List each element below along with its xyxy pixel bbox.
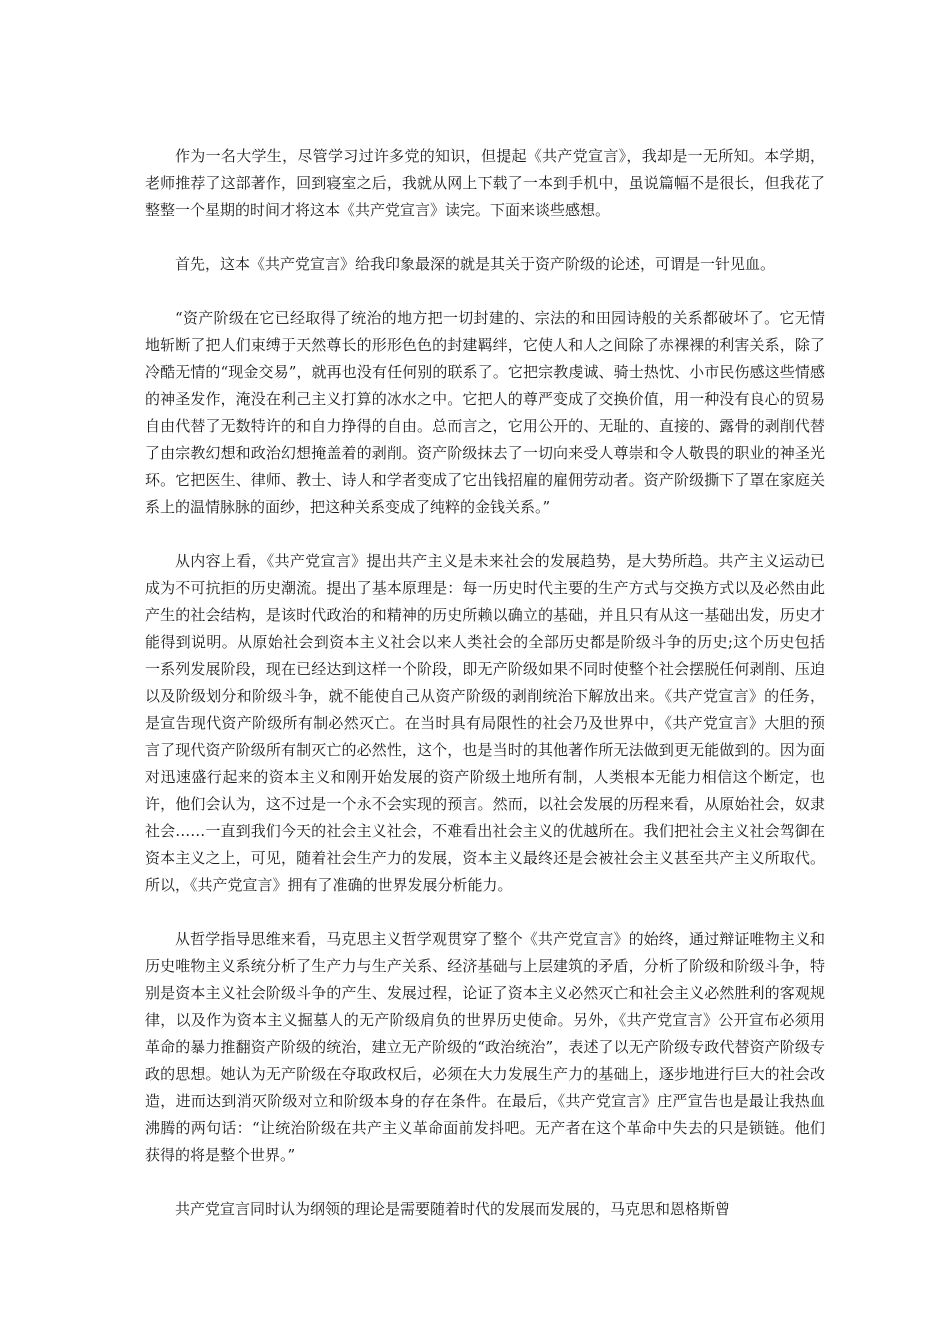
paragraph-first-impression: 首先，这本《共产党宣言》给我印象最深的就是其关于资产阶级的论述，可谓是一针见血。 <box>175 255 776 273</box>
paragraph-intro: 作为一名大学生，尽管学习过许多党的知识，但提起《共产党宣言》，我却是一无所知。本学期，老师推荐了这部著作，回到寝室之后，我就从网上下载了一本到手机中，虽说篇幅不是很长，但我花了整整一个星期的时间才将这本《共产党宣言》读完。下面来谈些感想。 <box>145 147 825 219</box>
paragraph-quotation: “资产阶级在它已经取得了统治的地方把一切封建的、宗法的和田园诗般的关系都破坏了。它无情地斩断了把人们束缚于天然尊长的形形色色的封建羁绊，它使人和人之间除了赤裸裸的利害关系，除了冷酷无情的“现金交易”，就再也没有任何别的联系了。它把宗教虔诚、骑士热忱、小市民伤感这些情感的神圣发作，淹没在利己主义打算的冰水之中。它把人的尊严变成了交换价值，用一种没有良心的贸易自由代替了无数特许的和自力挣得的自由。总而言之，它用公开的、无耻的、直接的、露骨的剥削代替了由宗教幻想和政治幻想掩盖着的剥削。资产阶级抹去了一切向来受人尊崇和令人敬畏的职业的神圣光环。它把医生、律师、教士、诗人和学者变成了它出钱招雇的雇佣劳动者。资产阶级撕下了罩在家庭关系上的温情脉脉的面纱，把这种关系变成了纯粹的金钱关系。” <box>145 309 825 516</box>
document-page <box>145 143 825 1223</box>
paragraph-gap <box>145 521 825 548</box>
paragraph-gap <box>145 278 825 305</box>
paragraph-theory-development: 共产党宣言同时认为纲领的理论是需要随着时代的发展而发展的，马克思和恩格斯曾 <box>175 1200 731 1218</box>
paragraph-gap <box>145 224 825 251</box>
paragraph-content-analysis: 从内容上看，《共产党宣言》提出共产主义是未来社会的发展趋势，是大势所趋。共产主义运动已成为不可抗拒的历史潮流。提出了基本原理是：每一历史时代主要的生产方式与交换方式以及必然由此产生的社会结构，是该时代政治的和精神的历史所赖以确立的基础，并且只有从这一基础出发，历史才能得到说明。从原始社会到资本主义社会以来人类社会的全部历史都是阶级斗争的历史;这个历史包括一系列发展阶段，现在已经达到这样一个阶段，即无产阶级如果不同时使整个社会摆脱任何剥削、压迫以及阶级划分和阶级斗争，就不能使自己从资产阶级的剥削统治下解放出来。《共产党宣言》的任务，是宣告现代资产阶级所有制必然灭亡。在当时具有局限性的社会乃及世界中，《共产党宣言》大胆的预言了现代资产阶级所有制灭亡的必然性，这个，也是当时的其他著作所无法做到更无能做到的。因为面对迅速盛行起来的资本主义和刚开始发展的资产阶级土地所有制，人类根本无能力相信这个断定，也许，他们会认为，这不过是一个永不会实现的预言。然而，以社会发展的历程来看，从原始社会，奴隶社会……一直到我们今天的社会主义社会，不难看出社会主义的优越所在。我们把社会主义社会驾御在资本主义之上，可见，随着社会生产力的发展，资本主义最终还是会被社会主义甚至共产主义所取代。所以，《共产党宣言》拥有了准确的世界发展分析能力。 <box>145 552 825 894</box>
paragraph-philosophy-analysis: 从哲学指导思维来看，马克思主义哲学观贯穿了整个《共产党宣言》的始终，通过辩证唯物主义和历史唯物主义系统分析了生产力与生产关系、经济基础与上层建筑的矛盾，分析了阶级和阶级斗争，特别是资本主义社会阶级斗争的产生、发展过程，论证了资本主义必然灭亡和社会主义必然胜利的客观规律，以及作为资本主义掘墓人的无产阶级肩负的世界历史使命。另外，《共产党宣言》公开宣布必须用革命的暴力推翻资产阶级的统治，建立无产阶级的“政治统治”，表述了以无产阶级专政代替资产阶级专政的思想。她认为无产阶级在夺取政权后，必须在大力发展生产力的基础上，逐步地进行巨大的社会改造，进而达到消灭阶级对立和阶级本身的存在条件。在最后，《共产党宣言》庄严宣告也是最让我热血沸腾的两句话：“让统治阶级在共产主义革命面前发抖吧。无产者在这个革命中失去的只是锁链。他们获得的将是整个世界。” <box>145 930 825 1164</box>
paragraph-gap <box>145 1169 825 1196</box>
paragraph-gap <box>145 899 825 926</box>
